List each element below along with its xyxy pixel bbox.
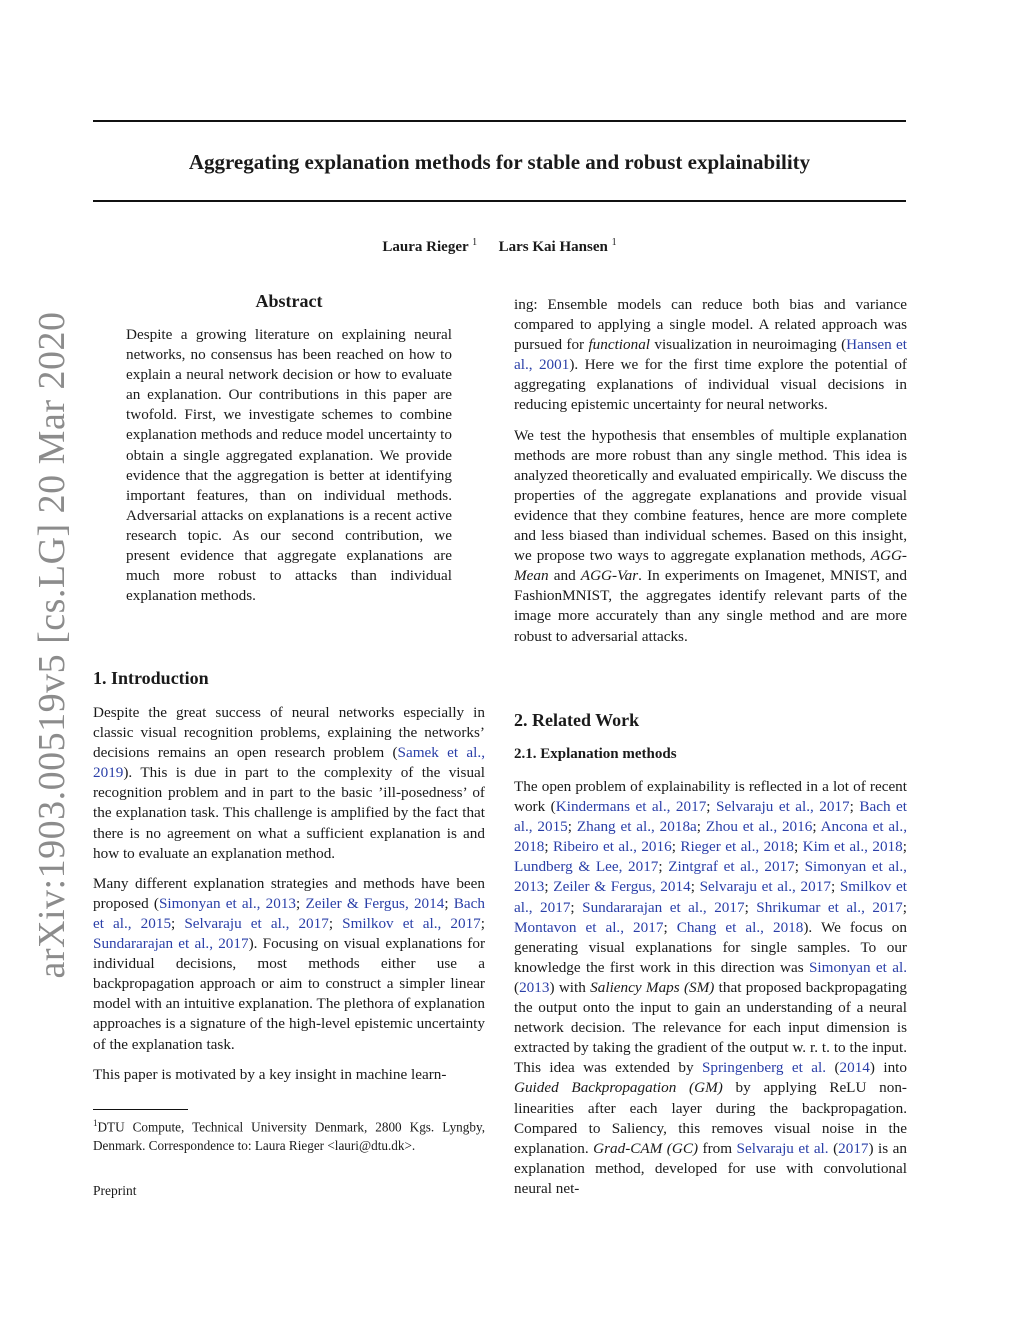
citation-link[interactable]: Lundberg & Lee, 2017 — [514, 858, 659, 876]
citation-link[interactable]: Simonyan et al., 2013 — [514, 858, 907, 896]
citation-link[interactable]: Springenberg et al. — [701, 1059, 827, 1077]
preprint-label: Preprint — [93, 1183, 137, 1198]
paragraph: We test the hypothesis that ensembles of multiple explanation methods are more robust than any single method. This idea is analyzed theoretically and evaluated empirically. We discuss the properties of the aggregate explanations and provide visual evidence that they combine features, hence are more complete and less biased than individual schemes. Based on this insight, we propose two ways to aggregate explanation methods, AGG-Mean and AGG-Var. In experiments on Imagenet, MNIST, and FashionMNIST, the aggregates identify relevant parts of the image more accurately than any single method and are more robust to adversarial attacks. — [514, 426, 907, 645]
subsection-heading-explanation-methods: 2.1. Explanation methods — [514, 746, 677, 762]
introduction-body — [93, 703, 485, 1085]
citation-link[interactable]: Smilkov et al., 2017 — [514, 878, 907, 916]
abstract-heading: Abstract — [255, 291, 323, 311]
section-heading-introduction: 1. Introduction — [93, 668, 209, 688]
paragraph: Despite the great success of neural networks especially in classic visual recognition problems, explaining the networks’ decisions remains an open research problem (Samek et al., 2019). This is due in part to the complexity of the visual recognition problem and in part to the basic ’ill-posedness’ of the explanation task. This challenge is amplified by the fact that there is no agreement on what a sufficient explanation is and how to evaluate an explanation method. — [93, 704, 485, 862]
citation-link[interactable]: Selvaraju et al., 2017 — [699, 878, 831, 896]
citation-link[interactable]: Kindermans et al., 2017 — [555, 798, 707, 816]
citation-link[interactable]: Montavon et al., 2017 — [514, 918, 664, 936]
paragraph: Many different explanation strategies and methods have been proposed (Simonyan et al., 2013; Zeiler & Fergus, 2014; Bach et al., 2015; Selvaraju et al., 2017; Smilkov et al., 2017; Sundararajan et al., 2017). Focusing on visual explanations for individual decisions, most methods either use a backpropagation approach or aim to construct a simpler linear model with an intuitive explanation. The plethora of explanation approaches is a signature of the high-level epistemic uncertainty of the explanation task. — [93, 874, 485, 1053]
citation-link[interactable]: Ribeiro et al., 2016 — [553, 838, 672, 856]
citation-link[interactable]: Samek et al., 2019 — [93, 744, 485, 782]
citation-link[interactable]: Bach et al., 2015 — [514, 798, 907, 836]
related-work-body — [514, 777, 907, 1199]
citation-link[interactable]: Kim et al., 2018 — [802, 838, 903, 856]
citation-link[interactable]: Zhang et al., 2018a — [576, 818, 697, 836]
citation-link[interactable]: Sundararajan et al., 2017 — [582, 898, 745, 916]
citation-link[interactable]: Selvaraju et al., 2017 — [184, 914, 329, 932]
citation-link[interactable]: Rieger et al., 2018 — [680, 838, 794, 856]
abstract-text: Despite a growing literature on explaining neural networks, no consensus has been reached on how to explain a neural network decision or how to evaluate an explanation. Our contributions in this paper are twofold. First, we investigate schemes to combine explanation methods and reduce model uncertainty to obtain a single aggregated explanation. We provide evidence that the aggregation is better at identifying important features, than on individual methods. Adversarial attacks on explanations is a recent active research topic. As our second contribution, we present evidence that aggregate explanations are much more robust to attacks than individual explanation methods. — [126, 326, 452, 605]
citation-link[interactable]: Hansen et al., 2001 — [514, 336, 907, 374]
author-name: Lars Kai Hansen — [498, 239, 608, 255]
citation-year-link[interactable]: 2013 — [519, 978, 550, 996]
paragraph: This paper is motivated by a key insight in machine learn- — [93, 1065, 447, 1083]
citation-link[interactable]: Simonyan et al. — [808, 958, 907, 976]
citation-year-link[interactable]: 2017 — [838, 1139, 869, 1157]
citation-link[interactable]: Selvaraju et al. — [736, 1139, 829, 1157]
title-rule-top — [93, 120, 906, 122]
citation-link[interactable]: Shrikumar et al., 2017 — [756, 898, 903, 916]
author-affiliation: 1 — [611, 237, 617, 248]
footnote-rule — [93, 1109, 188, 1110]
citation-link[interactable]: Zeiler & Fergus, 2014 — [305, 894, 445, 912]
citation-link[interactable]: Bach et al., 2015 — [93, 894, 485, 932]
author-name: Laura Rieger — [382, 239, 469, 255]
paragraph: The open problem of explainability is reflected in a lot of recent work (Kindermans et al., 2017; Selvaraju et al., 2017; Bach et al., 2015; Zhang et al., 2018a; Zhou et al., 2016; Ancona et al., 2018; Ribeiro et al., 2016; Rieger et al., 2018; Kim et al., 2018; Lundberg & Lee, 2017; Zintgraf et al., 2017; Simonyan et al., 2013; Zeiler & Fergus, 2014; Selvaraju et al., 2017; Smilkov et al., 2017; Sundararajan et al., 2017; Shrikumar et al., 2017; Montavon et al., 2017; Chang et al., 2018). We focus on generating visual explanations for single samples. To our knowledge the first work in this direction was Simonyan et al. (2013) with Saliency Maps (SM) that proposed backpropagating the output onto the input to gain an understanding of a neural network decision. The relevance for each input dimension is extracted by taking the gradient of the output w. r. t. to the input. This idea was extended by Springenberg et al. (2014) into Guided Backpropagation (GM) by applying ReLU non-linearities after each layer during the backpropagation. Compared to Saliency, this removes visual noise in the explanation. Grad-CAM (GC) from Selvaraju et al. (2017) is an explanation method, developed for use with convolutional neural net- — [514, 778, 907, 1197]
citation-link[interactable]: Selvaraju et al., 2017 — [716, 798, 850, 816]
introduction-continued — [514, 295, 907, 647]
citation-link[interactable]: Chang et al., 2018 — [676, 918, 804, 936]
citation-link[interactable]: Sundararajan et al., 2017 — [93, 935, 249, 953]
author-affiliation: 1 — [472, 237, 478, 248]
section-heading-related-work: 2. Related Work — [514, 710, 640, 730]
footnote-text: DTU Compute, Technical University Denmark, 2800 Kgs. Lyngby, Denmark. Correspondence to: Laura Rieger <lauri@dtu.dk>. — [93, 1119, 485, 1153]
title-rule-bottom — [93, 200, 906, 202]
citation-link[interactable]: Zhou et al., 2016 — [705, 818, 813, 836]
citation-link[interactable]: Simonyan et al., 2013 — [158, 894, 297, 912]
citation-link[interactable]: Zintgraf et al., 2017 — [668, 858, 795, 876]
paragraph: ing: Ensemble models can reduce both bias and variance compared to applying a single model. A related approach was pursued for functional visualization in neuroimaging (Hansen et al., 2001). Here we for the first time explore the potential of aggregating explanations of individual visual decisions in reducing epistemic uncertainty for neural networks. — [514, 296, 907, 414]
footnote — [93, 1114, 485, 1155]
author-list — [93, 237, 906, 256]
citation-link[interactable]: Smilkov et al., 2017 — [342, 914, 481, 932]
citation-link[interactable]: Zeiler & Fergus, 2014 — [553, 878, 691, 896]
arxiv-stamp: arXiv:1903.00519v5 [cs.LG] 20 Mar 2020 — [31, 311, 73, 979]
paper-title: Aggregating explanation methods for stable and robust explainability — [188, 150, 811, 174]
citation-link[interactable]: Ancona et al., 2018 — [514, 818, 907, 856]
citation-year-link[interactable]: 2014 — [839, 1059, 870, 1077]
footnote-mark: 1 — [93, 1118, 98, 1128]
